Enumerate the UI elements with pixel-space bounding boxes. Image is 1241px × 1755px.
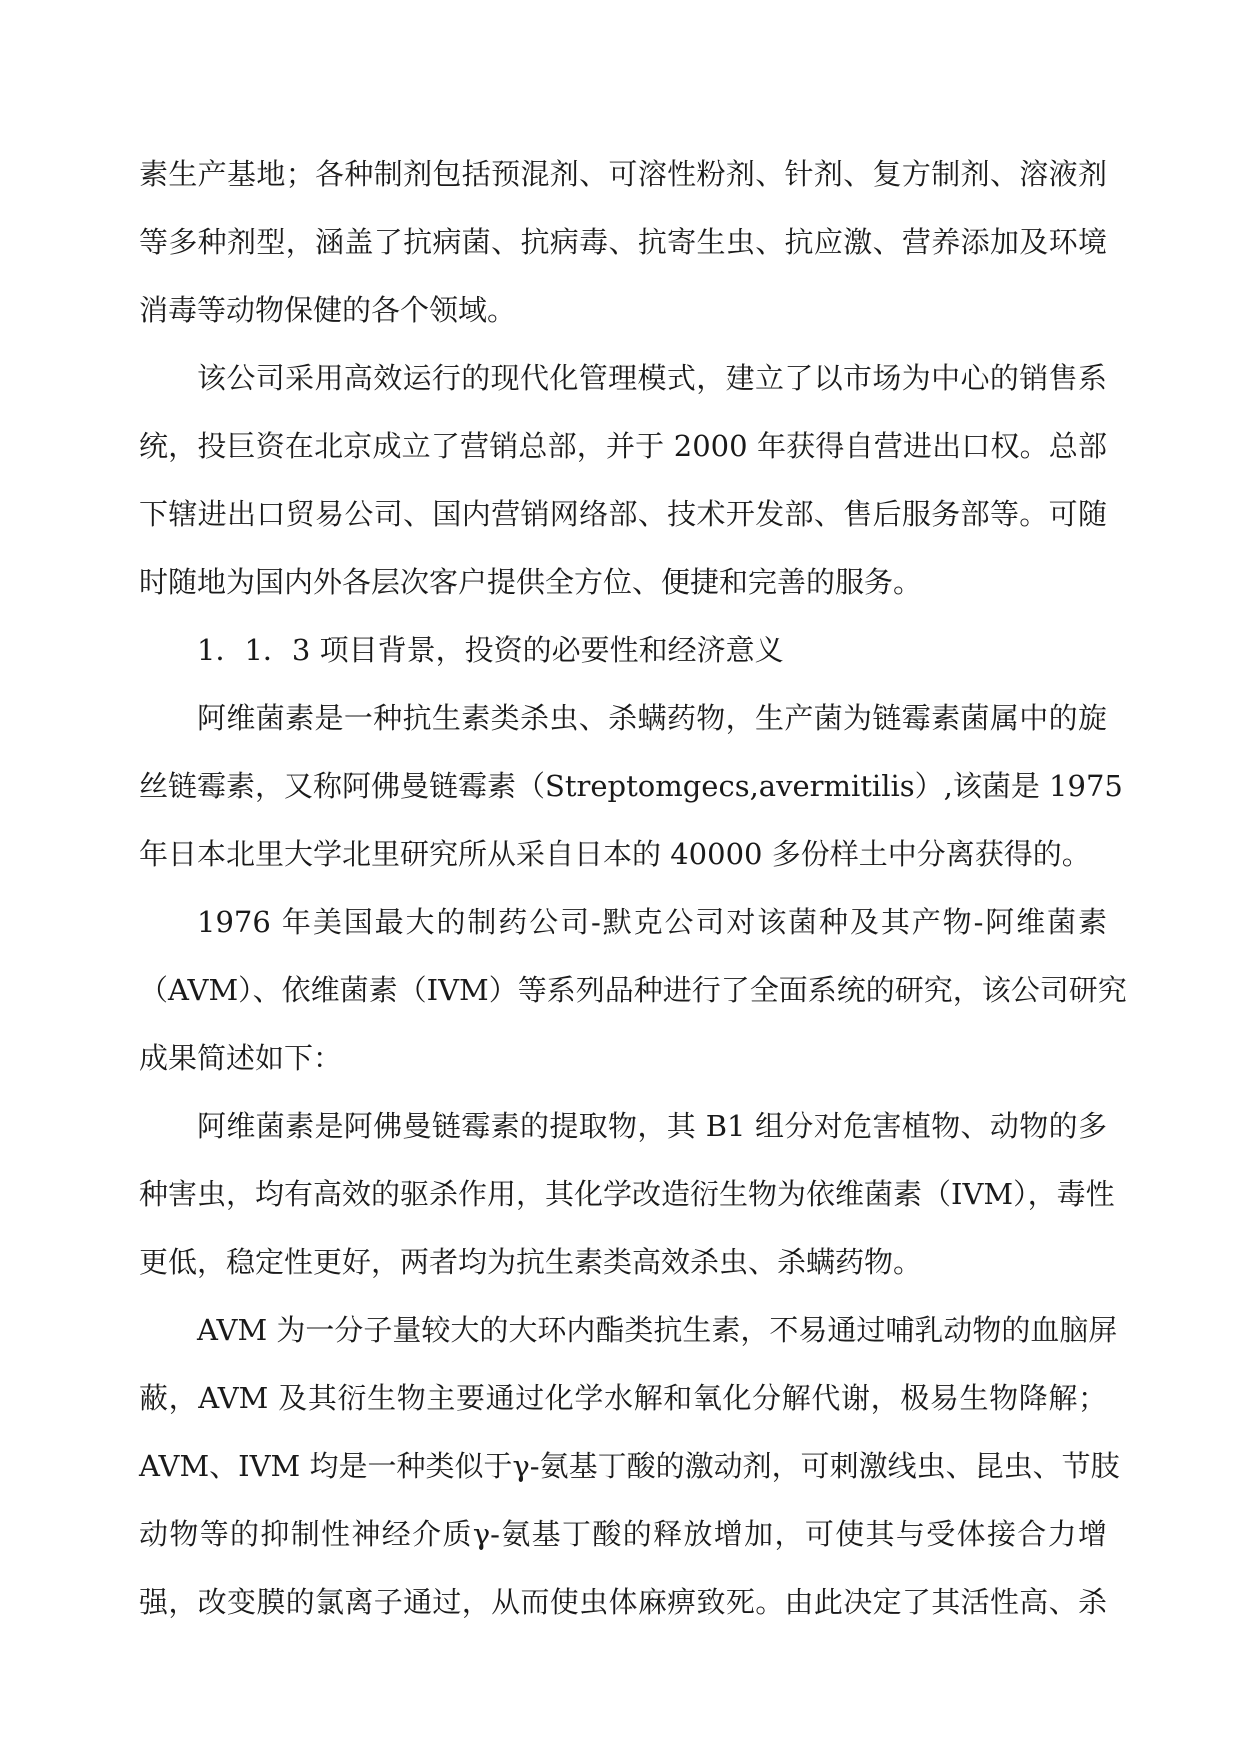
text-line: 该公司采用高效运行的现代化管理模式，建立了以市场为中心的销售系 (197, 361, 1107, 395)
text-line: （AVM）、依维菌素（IVM）等系列品种进行了全面系统的研究，该公司研究 (139, 973, 1127, 1007)
text-line: 种害虫，均有高效的驱杀作用，其化学改造衍生物为依维菌素（IVM），毒性 (139, 1177, 1115, 1211)
text-line: AVM 为一分子量较大的大环内酯类抗生素，不易通过哺乳动物的血脑屏 (197, 1313, 1118, 1347)
text-line: 阿维菌素是阿佛曼链霉素的提取物，其 B1 组分对危害植物、动物的多 (197, 1109, 1107, 1143)
text-line: 成果简述如下： (139, 1041, 343, 1075)
text-line: 强，改变膜的氯离子通过，从而使虫体麻痹致死。由此决定了其活性高、杀 (139, 1585, 1107, 1619)
text-line: 素生产基地；各种制剂包括预混剂、可溶性粉剂、针剂、复方制剂、溶液剂 (139, 157, 1107, 191)
text-line: 丝链霉素，又称阿佛曼链霉素（Streptomgecs,avermitilis）,该菌是 1975 (139, 769, 1123, 803)
text-line: 统，投巨资在北京成立了营销总部，并于 2000 年获得自营进出口权。总部 (139, 429, 1107, 463)
document-body (139, 140, 1127, 1636)
text-line: 年日本北里大学北里研究所从采自日本的 40000 多份样土中分离获得的。 (139, 837, 1091, 871)
text-line: 时随地为国内外各层次客户提供全方位、便捷和完善的服务。 (139, 565, 923, 599)
text-line: 动物等的抑制性神经介质γ-氨基丁酸的释放增加，可使其与受体接合力增 (139, 1517, 1107, 1551)
text-line: 下辖进出口贸易公司、国内营销网络部、技术开发部、售后服务部等。可随 (139, 497, 1107, 531)
text-line: 阿维菌素是一种抗生素类杀虫、杀螨药物，生产菌为链霉素菌属中的旋 (197, 701, 1107, 735)
text-line: 消毒等动物保健的各个领域。 (139, 293, 517, 327)
text-line: 1976 年美国最大的制药公司-默克公司对该菌种及其产物-阿维菌素 (197, 905, 1107, 939)
text-line: 等多种剂型，涵盖了抗病菌、抗病毒、抗寄生虫、抗应激、营养添加及环境 (139, 225, 1107, 259)
text-line: AVM、IVM 均是一种类似于γ-氨基丁酸的激动剂，可刺激线虫、昆虫、节肢 (139, 1449, 1120, 1483)
text-line: 蔽，AVM 及其衍生物主要通过化学水解和氧化分解代谢，极易生物降解； (139, 1381, 1107, 1415)
text-line: 更低，稳定性更好，两者均为抗生素类高效杀虫、杀螨药物。 (139, 1245, 923, 1279)
section-heading: 1．1．3 项目背景，投资的必要性和经济意义 (197, 633, 784, 667)
